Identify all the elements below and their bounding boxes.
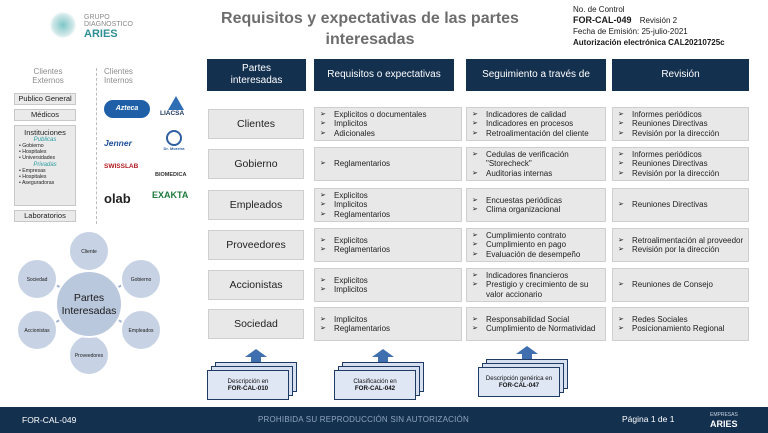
requirements-cell bbox=[314, 228, 462, 262]
party-cell: Proveedores bbox=[208, 230, 304, 260]
footer-page: Página 1 de 1 bbox=[622, 414, 675, 424]
logo-mark-icon bbox=[50, 12, 76, 38]
list-item: ➢ Auditorias internas bbox=[470, 169, 602, 179]
bullet-list bbox=[318, 236, 390, 255]
logo-olab: olab bbox=[104, 191, 131, 206]
list-item: ➢ Revisión por la dirección bbox=[616, 169, 719, 179]
authorization: Autorización electrónica CAL20210725c bbox=[573, 38, 725, 47]
bullet-list bbox=[318, 110, 427, 139]
list-item: ➢ Revisión por la dirección bbox=[616, 129, 719, 139]
box-medicos: Médicos bbox=[14, 109, 76, 121]
list-item: ➢ Cumplimiento en pago bbox=[470, 240, 580, 250]
requirements-cell bbox=[314, 147, 462, 181]
review-cell bbox=[612, 188, 749, 222]
node-label: Empleados bbox=[128, 328, 154, 334]
requirements-cell bbox=[314, 107, 462, 141]
footer-code: FOR-CAL-049 bbox=[22, 415, 77, 425]
arrow-up-icon bbox=[372, 349, 394, 357]
bullet-list bbox=[470, 231, 580, 260]
list-item: ➢ Reuniones de Consejo bbox=[616, 280, 713, 290]
bullet-list bbox=[616, 110, 719, 139]
internal-clients-heading bbox=[104, 67, 133, 85]
list-item: ➢ Reglamentarios bbox=[318, 245, 390, 255]
requirements-cell bbox=[314, 188, 462, 222]
party-cell: Gobierno bbox=[208, 149, 304, 179]
arrow-up-icon bbox=[516, 346, 538, 354]
document-3-label bbox=[478, 367, 560, 397]
bullet-list bbox=[616, 280, 713, 290]
internal-clients-heading-1: Clientes bbox=[104, 67, 133, 76]
external-clients-heading bbox=[20, 67, 76, 85]
external-clients-heading-2: Externos bbox=[32, 76, 64, 85]
list-item: ➢ Implicitos bbox=[318, 200, 390, 210]
node-center bbox=[56, 271, 122, 337]
logo-text-grupo: GRUPO bbox=[84, 14, 110, 21]
liacsa-text: LIACSA bbox=[160, 110, 185, 117]
list-item: • Universidades bbox=[19, 155, 56, 162]
list-item: ➢ Implicitos bbox=[318, 285, 368, 295]
list-item: ➢ Reglamentarios bbox=[318, 210, 390, 220]
column-divider bbox=[96, 68, 97, 224]
list-item: ➢ Explicitos bbox=[318, 236, 390, 246]
list-item: ➢ Reglamentarios bbox=[318, 159, 390, 169]
list-item: • Hospitales bbox=[19, 173, 47, 180]
tracking-cell bbox=[466, 307, 606, 341]
list-item: • Empresas bbox=[19, 167, 46, 174]
bullet-list bbox=[470, 271, 602, 300]
list-item: ➢ Retroalimentación del cliente bbox=[470, 129, 589, 139]
list-item: ➢ Posicionamiento Regional bbox=[616, 324, 725, 334]
document-2-line1: Clasificación en bbox=[353, 377, 397, 385]
bullet-list bbox=[470, 150, 602, 179]
logo-text-diagnostico: DIAGNOSTICO bbox=[84, 21, 134, 28]
bullet-list bbox=[616, 150, 719, 179]
tracking-cell bbox=[466, 107, 606, 141]
list-item: ➢ Implicitos bbox=[318, 315, 390, 325]
logo-dr-moreira bbox=[158, 130, 190, 160]
list-item: ➢ Reglamentarios bbox=[318, 324, 390, 334]
node-label: Cliente bbox=[81, 249, 97, 255]
footer-logo-small: EMPRESAS bbox=[710, 412, 738, 418]
list-item: ➢ Redes Sociales bbox=[616, 315, 725, 325]
moreira-mark-icon bbox=[166, 130, 182, 146]
instituciones-label: Instituciones bbox=[24, 128, 66, 137]
document-1-line2: FOR-CAL-010 bbox=[227, 385, 269, 392]
bullet-list bbox=[318, 191, 390, 220]
list-item: ➢ Indicadores en procesos bbox=[470, 119, 589, 129]
logo-liacsa bbox=[160, 96, 192, 126]
bullet-list bbox=[470, 196, 562, 215]
box-laboratorios: Laboratorios bbox=[14, 210, 76, 222]
list-item: ➢ Indicadores financieros bbox=[470, 271, 602, 281]
revision: Revisión 2 bbox=[639, 16, 678, 25]
header-partes bbox=[207, 59, 306, 91]
center-label-1: Partes bbox=[73, 292, 105, 304]
liacsa-mark-icon bbox=[168, 96, 184, 110]
logo-jenner: Jenner bbox=[104, 138, 132, 148]
footer-logo-big: ARIES bbox=[710, 419, 738, 429]
tracking-cell bbox=[466, 147, 606, 181]
internal-clients-heading-2: Internos bbox=[104, 76, 133, 85]
requirements-cell bbox=[314, 307, 462, 341]
arrow-up-icon bbox=[245, 349, 267, 357]
document-2-label bbox=[334, 370, 416, 400]
logo-swisslab: SWISSLAB bbox=[104, 163, 139, 170]
review-cell bbox=[612, 147, 749, 181]
list-item: ➢ Evaluación de desempeño bbox=[470, 250, 580, 260]
list-item: ➢ Reuniones Directivas bbox=[616, 119, 719, 129]
node-label: Proveedores bbox=[74, 353, 104, 359]
list-item: ➢ Encuestas periódicas bbox=[470, 196, 562, 206]
company-logo bbox=[50, 12, 180, 42]
control-code-row bbox=[573, 15, 763, 26]
moreira-text: Dr. Moreira bbox=[163, 146, 185, 151]
review-cell bbox=[612, 107, 749, 141]
review-cell bbox=[612, 268, 749, 302]
list-item: ➢ Retroalimentación al proveedor bbox=[616, 236, 743, 246]
party-cell: Clientes bbox=[208, 109, 304, 139]
logo-biomedica: BIOMEDICA bbox=[155, 172, 187, 178]
tracking-cell bbox=[466, 188, 606, 222]
bullet-list bbox=[318, 315, 390, 334]
list-item: • Gobierno bbox=[19, 143, 44, 149]
list-item: ➢ Explicitos bbox=[318, 276, 368, 286]
party-cell: Empleados bbox=[208, 190, 304, 220]
list-item: ➢ Cumplimiento de Normatividad bbox=[470, 324, 595, 334]
list-item: ➢ Reuniones Directivas bbox=[616, 200, 708, 210]
requirements-cell bbox=[314, 268, 462, 302]
header-partes-label: Partes interesadas bbox=[230, 63, 283, 86]
logo-exakta: EXAKTA bbox=[152, 190, 189, 200]
bullet-list bbox=[318, 159, 390, 169]
center-label-2: Interesadas bbox=[61, 305, 117, 317]
node-label: Gobierno bbox=[130, 277, 152, 283]
logo-text-aries: ARIES bbox=[84, 28, 118, 40]
control-label: No. de Control bbox=[573, 5, 625, 14]
document-1-label bbox=[207, 370, 289, 400]
party-cell: Sociedad bbox=[208, 309, 304, 339]
header-revision: Revisión bbox=[612, 59, 749, 91]
list-item: ➢ Cedulas de verificación "Storecheck" bbox=[470, 150, 602, 169]
list-item: • Aseguradoras bbox=[19, 180, 55, 187]
issue-date: Fecha de Emisión: 25-julio-2021 bbox=[573, 27, 688, 36]
list-item: ➢ Adicionales bbox=[318, 129, 427, 139]
document-1-line1: Descripción en bbox=[227, 377, 269, 385]
header-requisitos: Requisitos o expectativas bbox=[314, 59, 454, 91]
page-title-line1: Requisitos y expectativas de las partes bbox=[221, 10, 519, 27]
box-publico-general: Publico General bbox=[14, 93, 76, 105]
list-item: ➢ Cumplimiento contrato bbox=[470, 231, 580, 241]
header-seguimiento: Seguimiento a través de bbox=[466, 59, 606, 91]
publicas-label: Publicas bbox=[33, 137, 57, 143]
control-block bbox=[573, 4, 763, 48]
list-item: ➢ Clima organizacional bbox=[470, 205, 562, 215]
list-item: ➢ Reuniones Directivas bbox=[616, 159, 719, 169]
review-cell bbox=[612, 307, 749, 341]
page-title-line2: interesadas bbox=[325, 31, 415, 48]
bullet-list bbox=[470, 110, 589, 139]
footer-notice: PROHIBIDA SU REPRODUCCIÓN SIN AUTORIZACIÓN bbox=[258, 415, 469, 424]
list-item: ➢ Responsabilidad Social bbox=[470, 315, 595, 325]
tracking-cell bbox=[466, 228, 606, 262]
page-title bbox=[185, 8, 555, 50]
list-item: ➢ Explicitos bbox=[318, 191, 390, 201]
box-instituciones bbox=[14, 125, 76, 206]
privadas-list bbox=[15, 168, 75, 187]
list-item: • Hospitales bbox=[19, 149, 47, 156]
tracking-cell bbox=[466, 268, 606, 302]
list-item: ➢ Informes periódicos bbox=[616, 150, 719, 160]
logo-azteca: Azteca bbox=[104, 100, 150, 118]
external-clients-heading-1: Clientes bbox=[33, 67, 63, 76]
party-cell: Accionistas bbox=[208, 270, 304, 300]
list-item: ➢ Revisión por la dirección bbox=[616, 245, 743, 255]
document-2-line2: FOR-CAL-042 bbox=[354, 385, 396, 392]
document-3-line1: Descripción genérica en bbox=[485, 374, 553, 382]
node-label: Accionistas bbox=[24, 328, 50, 334]
list-item: ➢ Informes periódicos bbox=[616, 110, 719, 120]
list-item: ➢ Indicadores de calidad bbox=[470, 110, 589, 120]
footer-bar bbox=[0, 407, 768, 433]
bullet-list bbox=[470, 315, 595, 334]
list-item: ➢ Explicitos o documentales bbox=[318, 110, 427, 120]
list-item: ➢ Prestigio y crecimiento de su valor accionario bbox=[470, 280, 602, 299]
bullet-list bbox=[616, 236, 743, 255]
privadas-label: Privadas bbox=[33, 161, 57, 168]
list-item: ➢ Implicitos bbox=[318, 119, 427, 129]
bullet-list bbox=[318, 276, 368, 295]
review-cell bbox=[612, 228, 749, 262]
publicas-list bbox=[15, 143, 75, 162]
stakeholder-diagram bbox=[14, 228, 164, 376]
bullet-list bbox=[616, 315, 725, 334]
node-label: Sociedad bbox=[26, 277, 48, 283]
bullet-list bbox=[616, 200, 708, 210]
control-code: FOR-CAL-049 bbox=[573, 15, 632, 25]
document-3-line2: FOR-CAL-047 bbox=[498, 382, 540, 389]
